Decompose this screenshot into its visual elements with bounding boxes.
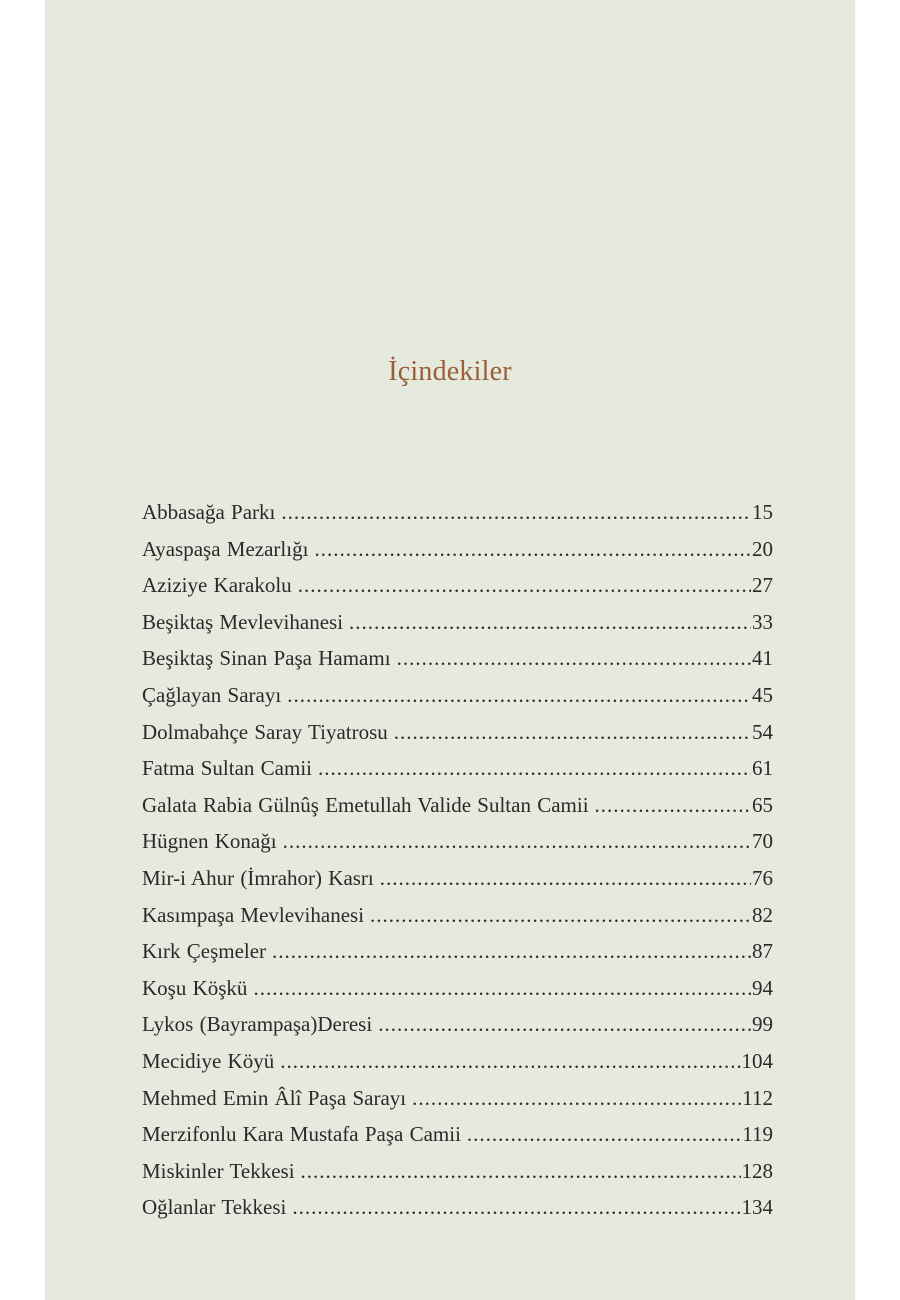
toc-entry-page: 119 xyxy=(742,1122,773,1147)
toc-entry xyxy=(142,1153,773,1190)
toc-entry xyxy=(142,494,773,531)
dot-leader xyxy=(595,787,751,824)
toc-entry-title: Dolmabahçe Saray Tiyatrosu xyxy=(142,719,388,744)
toc-entry-page: 27 xyxy=(752,573,773,598)
dot-leader xyxy=(314,531,751,568)
toc-entry xyxy=(142,677,773,714)
toc-entry-title: Kasımpaşa Mevlevihanesi xyxy=(142,902,365,927)
toc-entry xyxy=(142,750,773,787)
toc-entry-title: Mir-i Ahur (İmrahor) Kasrı xyxy=(142,865,374,890)
toc-entry-title: Lykos (Bayrampaşa)Deresi xyxy=(142,1012,373,1037)
toc-entry xyxy=(142,787,773,824)
dot-leader xyxy=(412,1080,741,1117)
dot-leader xyxy=(301,1153,741,1190)
toc-entry-title: Beşiktaş Sinan Paşa Hamamı xyxy=(142,646,391,671)
toc-entry-title: Fatma Sultan Camii xyxy=(142,756,312,781)
dot-leader xyxy=(394,714,751,751)
toc-entry xyxy=(142,897,773,934)
dot-leader xyxy=(280,1043,740,1080)
toc-entry-page: 112 xyxy=(742,1085,773,1110)
toc-entry-title: Kırk Çeşmeler xyxy=(142,939,267,964)
toc-entry-title: Galata Rabia Gülnûş Emetullah Valide Sultan Camii xyxy=(142,792,589,817)
dot-leader xyxy=(281,494,751,531)
toc-entry xyxy=(142,933,773,970)
toc-entry-page: 99 xyxy=(752,1012,773,1037)
dot-leader xyxy=(272,933,751,970)
toc-entry xyxy=(142,1116,773,1153)
toc-entry xyxy=(142,1080,773,1117)
toc-entry-title: Merzifonlu Kara Mustafa Paşa Camii xyxy=(142,1122,461,1147)
toc-entry-page: 33 xyxy=(752,609,773,634)
toc-entry xyxy=(142,640,773,677)
toc-entry-title: Miskinler Tekkesi xyxy=(142,1158,295,1183)
toc-entry xyxy=(142,531,773,568)
toc-entry xyxy=(142,970,773,1007)
toc-entry-page: 128 xyxy=(741,1158,773,1183)
toc-entry xyxy=(142,823,773,860)
table-of-contents xyxy=(142,494,773,1226)
toc-entry-title: Beşiktaş Mevlevihanesi xyxy=(142,609,344,634)
toc-entry-title: Mehmed Emin Âlî Paşa Sarayı xyxy=(142,1085,407,1110)
dot-leader xyxy=(380,860,751,897)
toc-entry-page: 20 xyxy=(752,536,773,561)
toc-entry-page: 104 xyxy=(741,1048,773,1073)
toc-entry-page: 61 xyxy=(752,756,773,781)
dot-leader xyxy=(292,1189,740,1226)
toc-entry-title: Mecidiye Köyü xyxy=(142,1048,275,1073)
toc-heading: İçindekiler xyxy=(388,356,512,387)
toc-entry-page: 70 xyxy=(752,829,773,854)
toc-entry-title: Ayaspaşa Mezarlığı xyxy=(142,536,309,561)
toc-entry-page: 54 xyxy=(752,719,773,744)
dot-leader xyxy=(283,823,751,860)
toc-entry xyxy=(142,714,773,751)
toc-entry xyxy=(142,860,773,897)
toc-entry xyxy=(142,1043,773,1080)
toc-entry xyxy=(142,1189,773,1226)
toc-entry-title: Aziziye Karakolu xyxy=(142,573,292,598)
toc-entry xyxy=(142,567,773,604)
toc-entry-page: 82 xyxy=(752,902,773,927)
dot-leader xyxy=(397,640,751,677)
dot-leader xyxy=(370,897,751,934)
dot-leader xyxy=(378,1006,751,1043)
toc-entry-page: 15 xyxy=(752,500,773,524)
toc-entry-page: 65 xyxy=(752,792,773,817)
dot-leader xyxy=(298,567,751,604)
toc-entry-page: 134 xyxy=(741,1195,773,1220)
toc-entry-title: Abbasağa Parkı xyxy=(142,500,276,524)
dot-leader xyxy=(287,677,751,714)
dot-leader xyxy=(318,750,751,787)
dot-leader xyxy=(253,970,751,1007)
toc-entry xyxy=(142,1006,773,1043)
toc-entry-title: Oğlanlar Tekkesi xyxy=(142,1195,287,1220)
dot-leader xyxy=(349,604,751,641)
toc-entry-title: Hügnen Konağı xyxy=(142,829,277,854)
toc-entry-page: 94 xyxy=(752,975,773,1000)
dot-leader xyxy=(467,1116,741,1153)
toc-entry-title: Koşu Köşkü xyxy=(142,975,248,1000)
toc-entry-page: 76 xyxy=(752,865,773,890)
toc-entry-page: 41 xyxy=(752,646,773,671)
toc-entry-title: Çağlayan Sarayı xyxy=(142,682,282,707)
toc-entry xyxy=(142,604,773,641)
toc-entry-page: 45 xyxy=(752,682,773,707)
toc-entry-page: 87 xyxy=(752,939,773,964)
